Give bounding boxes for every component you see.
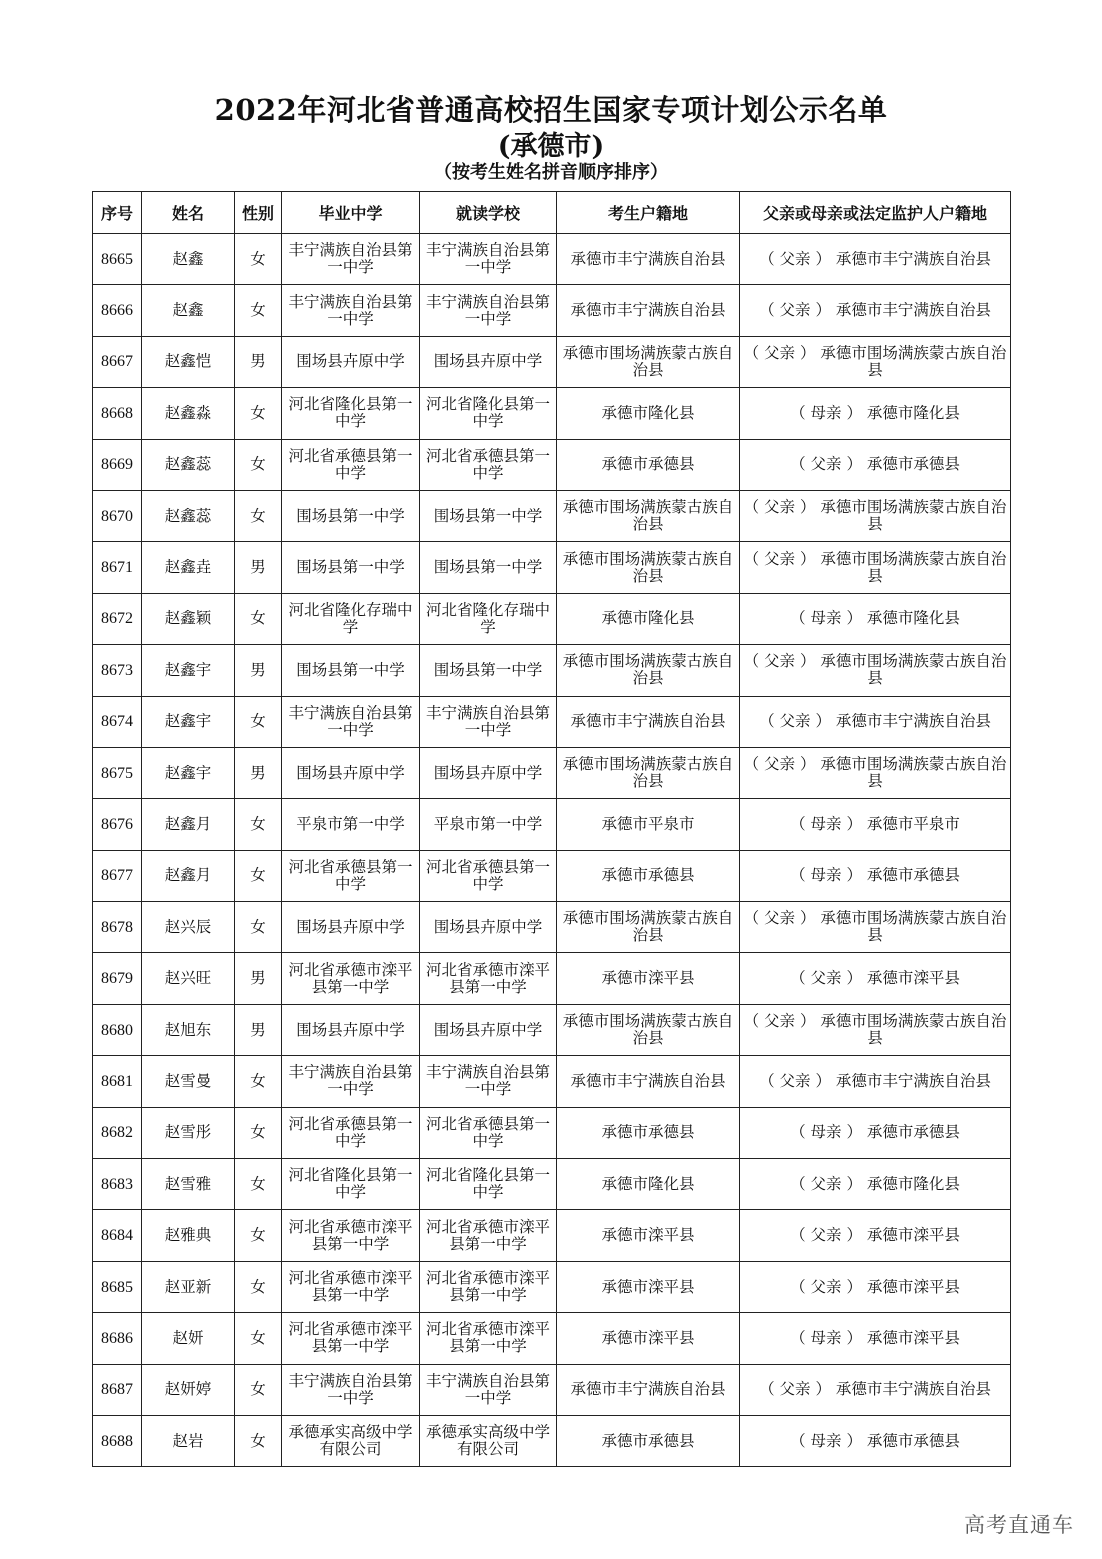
cell-gender: 女 bbox=[235, 902, 282, 953]
cell-gender: 女 bbox=[235, 1415, 282, 1466]
cell-graduated-school: 河北省隆化存瑞中学 bbox=[282, 593, 420, 644]
cell-guardian-residence: （ 父亲 ） 承德市围场满族蒙古族自治县 bbox=[740, 542, 1011, 593]
table-row bbox=[93, 645, 1011, 696]
cell-current-school: 丰宁满族自治县第一中学 bbox=[420, 1056, 557, 1107]
cell-gender: 女 bbox=[235, 234, 282, 285]
cell-residence: 承德市隆化县 bbox=[557, 388, 740, 439]
header-name: 姓名 bbox=[142, 192, 235, 234]
cell-graduated-school: 围场县第一中学 bbox=[282, 542, 420, 593]
table-row bbox=[93, 1004, 1011, 1055]
sort-note: （按考生姓名拼音顺序排序） bbox=[434, 162, 668, 183]
cell-current-school: 承德承实高级中学有限公司 bbox=[420, 1415, 557, 1466]
cell-index: 8686 bbox=[93, 1313, 142, 1364]
cell-guardian-residence: （ 母亲 ） 承德市隆化县 bbox=[740, 388, 1011, 439]
cell-guardian-residence: （ 父亲 ） 承德市丰宁满族自治县 bbox=[740, 696, 1011, 747]
cell-name: 赵鑫 bbox=[142, 285, 235, 336]
table-row bbox=[93, 388, 1011, 439]
cell-residence: 承德市承德县 bbox=[557, 1107, 740, 1158]
cell-graduated-school: 围场县第一中学 bbox=[282, 645, 420, 696]
cell-gender: 女 bbox=[235, 1313, 282, 1364]
cell-residence: 承德市滦平县 bbox=[557, 1313, 740, 1364]
cell-index: 8682 bbox=[93, 1107, 142, 1158]
cell-guardian-residence: （ 母亲 ） 承德市隆化县 bbox=[740, 593, 1011, 644]
cell-index: 8675 bbox=[93, 747, 142, 798]
cell-current-school: 河北省隆化存瑞中学 bbox=[420, 593, 557, 644]
cell-index: 8671 bbox=[93, 542, 142, 593]
cell-current-school: 河北省承德县第一中学 bbox=[420, 850, 557, 901]
cell-index: 8681 bbox=[93, 1056, 142, 1107]
table-row bbox=[93, 234, 1011, 285]
cell-gender: 女 bbox=[235, 1056, 282, 1107]
cell-guardian-residence: （ 父亲 ） 承德市滦平县 bbox=[740, 1210, 1011, 1261]
cell-graduated-school: 丰宁满族自治县第一中学 bbox=[282, 1364, 420, 1415]
cell-current-school: 围场县第一中学 bbox=[420, 490, 557, 541]
cell-name: 赵鑫蕊 bbox=[142, 490, 235, 541]
table-row bbox=[93, 1107, 1011, 1158]
cell-graduated-school: 河北省承德县第一中学 bbox=[282, 439, 420, 490]
table-row bbox=[93, 542, 1011, 593]
table-row bbox=[93, 747, 1011, 798]
cell-current-school: 围场县卉原中学 bbox=[420, 902, 557, 953]
cell-name: 赵鑫宇 bbox=[142, 696, 235, 747]
cell-graduated-school: 围场县卉原中学 bbox=[282, 336, 420, 387]
cell-index: 8674 bbox=[93, 696, 142, 747]
table-header-row bbox=[93, 192, 1011, 234]
table-row bbox=[93, 1210, 1011, 1261]
table-row bbox=[93, 902, 1011, 953]
cell-guardian-residence: （ 母亲 ） 承德市承德县 bbox=[740, 1415, 1011, 1466]
cell-residence: 承德市丰宁满族自治县 bbox=[557, 1056, 740, 1107]
cell-gender: 女 bbox=[235, 593, 282, 644]
cell-guardian-residence: （ 母亲 ） 承德市承德县 bbox=[740, 1107, 1011, 1158]
cell-residence: 承德市滦平县 bbox=[557, 1210, 740, 1261]
cell-current-school: 河北省承德市滦平县第一中学 bbox=[420, 1261, 557, 1312]
cell-residence: 承德市承德县 bbox=[557, 439, 740, 490]
cell-residence: 承德市承德县 bbox=[557, 850, 740, 901]
cell-gender: 男 bbox=[235, 336, 282, 387]
cell-name: 赵兴旺 bbox=[142, 953, 235, 1004]
cell-graduated-school: 承德承实高级中学有限公司 bbox=[282, 1415, 420, 1466]
cell-gender: 女 bbox=[235, 1261, 282, 1312]
cell-gender: 男 bbox=[235, 542, 282, 593]
cell-index: 8687 bbox=[93, 1364, 142, 1415]
cell-guardian-residence: （ 父亲 ） 承德市围场满族蒙古族自治县 bbox=[740, 747, 1011, 798]
table-row bbox=[93, 1261, 1011, 1312]
cell-residence: 承德市隆化县 bbox=[557, 1159, 740, 1210]
cell-residence: 承德市围场满族蒙古族自治县 bbox=[557, 902, 740, 953]
cell-name: 赵鑫颖 bbox=[142, 593, 235, 644]
cell-index: 8668 bbox=[93, 388, 142, 439]
cell-guardian-residence: （ 父亲 ） 承德市滦平县 bbox=[740, 953, 1011, 1004]
cell-index: 8684 bbox=[93, 1210, 142, 1261]
cell-guardian-residence: （ 父亲 ） 承德市丰宁满族自治县 bbox=[740, 285, 1011, 336]
cell-current-school: 围场县第一中学 bbox=[420, 542, 557, 593]
cell-index: 8667 bbox=[93, 336, 142, 387]
table-row bbox=[93, 1364, 1011, 1415]
cell-graduated-school: 丰宁满族自治县第一中学 bbox=[282, 234, 420, 285]
cell-current-school: 平泉市第一中学 bbox=[420, 799, 557, 850]
cell-index: 8685 bbox=[93, 1261, 142, 1312]
cell-name: 赵妍 bbox=[142, 1313, 235, 1364]
document-title: 2022年河北省普通高校招生国家专项计划公示名单 bbox=[214, 93, 888, 127]
cell-index: 8666 bbox=[93, 285, 142, 336]
cell-gender: 女 bbox=[235, 850, 282, 901]
cell-residence: 承德市平泉市 bbox=[557, 799, 740, 850]
cell-guardian-residence: （ 父亲 ） 承德市围场满族蒙古族自治县 bbox=[740, 645, 1011, 696]
cell-current-school: 河北省隆化县第一中学 bbox=[420, 388, 557, 439]
cell-graduated-school: 丰宁满族自治县第一中学 bbox=[282, 285, 420, 336]
cell-current-school: 河北省承德市滦平县第一中学 bbox=[420, 953, 557, 1004]
table-row bbox=[93, 850, 1011, 901]
cell-name: 赵岩 bbox=[142, 1415, 235, 1466]
cell-name: 赵鑫月 bbox=[142, 799, 235, 850]
cell-guardian-residence: （ 母亲 ） 承德市平泉市 bbox=[740, 799, 1011, 850]
cell-guardian-residence: （ 父亲 ） 承德市围场满族蒙古族自治县 bbox=[740, 1004, 1011, 1055]
cell-gender: 女 bbox=[235, 799, 282, 850]
cell-gender: 女 bbox=[235, 1159, 282, 1210]
cell-graduated-school: 河北省承德县第一中学 bbox=[282, 1107, 420, 1158]
cell-graduated-school: 围场县卉原中学 bbox=[282, 902, 420, 953]
cell-residence: 承德市滦平县 bbox=[557, 953, 740, 1004]
cell-gender: 女 bbox=[235, 388, 282, 439]
cell-residence: 承德市丰宁满族自治县 bbox=[557, 696, 740, 747]
cell-current-school: 丰宁满族自治县第一中学 bbox=[420, 1364, 557, 1415]
cell-guardian-residence: （ 父亲 ） 承德市围场满族蒙古族自治县 bbox=[740, 336, 1011, 387]
cell-gender: 男 bbox=[235, 645, 282, 696]
cell-residence: 承德市承德县 bbox=[557, 1415, 740, 1466]
cell-gender: 女 bbox=[235, 439, 282, 490]
cell-graduated-school: 河北省承德市滦平县第一中学 bbox=[282, 1210, 420, 1261]
header-residence: 考生户籍地 bbox=[557, 192, 740, 234]
cell-gender: 男 bbox=[235, 747, 282, 798]
cell-index: 8672 bbox=[93, 593, 142, 644]
cell-name: 赵妍婷 bbox=[142, 1364, 235, 1415]
cell-index: 8677 bbox=[93, 850, 142, 901]
cell-residence: 承德市丰宁满族自治县 bbox=[557, 234, 740, 285]
cell-current-school: 河北省承德市滦平县第一中学 bbox=[420, 1210, 557, 1261]
cell-current-school: 河北省承德县第一中学 bbox=[420, 439, 557, 490]
cell-index: 8679 bbox=[93, 953, 142, 1004]
cell-gender: 女 bbox=[235, 696, 282, 747]
table-row bbox=[93, 336, 1011, 387]
cell-name: 赵亚新 bbox=[142, 1261, 235, 1312]
cell-name: 赵鑫恺 bbox=[142, 336, 235, 387]
cell-current-school: 丰宁满族自治县第一中学 bbox=[420, 234, 557, 285]
cell-name: 赵鑫月 bbox=[142, 850, 235, 901]
cell-residence: 承德市隆化县 bbox=[557, 593, 740, 644]
cell-guardian-residence: （ 父亲 ） 承德市丰宁满族自治县 bbox=[740, 1364, 1011, 1415]
cell-graduated-school: 围场县卉原中学 bbox=[282, 1004, 420, 1055]
cell-index: 8688 bbox=[93, 1415, 142, 1466]
cell-gender: 女 bbox=[235, 285, 282, 336]
cell-index: 8680 bbox=[93, 1004, 142, 1055]
cell-guardian-residence: （ 父亲 ） 承德市围场满族蒙古族自治县 bbox=[740, 902, 1011, 953]
admission-list-table bbox=[92, 191, 1011, 1467]
cell-graduated-school: 河北省承德市滦平县第一中学 bbox=[282, 1313, 420, 1364]
cell-residence: 承德市围场满族蒙古族自治县 bbox=[557, 1004, 740, 1055]
cell-graduated-school: 河北省承德市滦平县第一中学 bbox=[282, 953, 420, 1004]
table-row bbox=[93, 953, 1011, 1004]
cell-index: 8665 bbox=[93, 234, 142, 285]
cell-current-school: 丰宁满族自治县第一中学 bbox=[420, 285, 557, 336]
cell-residence: 承德市丰宁满族自治县 bbox=[557, 285, 740, 336]
cell-name: 赵鑫蕊 bbox=[142, 439, 235, 490]
cell-name: 赵雪曼 bbox=[142, 1056, 235, 1107]
header-index: 序号 bbox=[93, 192, 142, 234]
cell-name: 赵旭东 bbox=[142, 1004, 235, 1055]
cell-name: 赵雪彤 bbox=[142, 1107, 235, 1158]
cell-guardian-residence: （ 父亲 ） 承德市围场满族蒙古族自治县 bbox=[740, 490, 1011, 541]
cell-guardian-residence: （ 父亲 ） 承德市隆化县 bbox=[740, 1159, 1011, 1210]
cell-graduated-school: 围场县卉原中学 bbox=[282, 747, 420, 798]
cell-current-school: 围场县卉原中学 bbox=[420, 336, 557, 387]
cell-graduated-school: 平泉市第一中学 bbox=[282, 799, 420, 850]
header-gender: 性别 bbox=[235, 192, 282, 234]
cell-name: 赵鑫宇 bbox=[142, 747, 235, 798]
cell-gender: 男 bbox=[235, 953, 282, 1004]
cell-index: 8683 bbox=[93, 1159, 142, 1210]
cell-current-school: 围场县第一中学 bbox=[420, 645, 557, 696]
watermark: 高考直通车 bbox=[964, 1513, 1074, 1537]
table-row bbox=[93, 1159, 1011, 1210]
cell-gender: 女 bbox=[235, 1107, 282, 1158]
table-row bbox=[93, 285, 1011, 336]
cell-index: 8673 bbox=[93, 645, 142, 696]
cell-name: 赵兴辰 bbox=[142, 902, 235, 953]
cell-graduated-school: 围场县第一中学 bbox=[282, 490, 420, 541]
cell-guardian-residence: （ 父亲 ） 承德市丰宁满族自治县 bbox=[740, 234, 1011, 285]
cell-guardian-residence: （ 父亲 ） 承德市丰宁满族自治县 bbox=[740, 1056, 1011, 1107]
cell-guardian-residence: （ 母亲 ） 承德市滦平县 bbox=[740, 1313, 1011, 1364]
cell-residence: 承德市围场满族蒙古族自治县 bbox=[557, 336, 740, 387]
cell-current-school: 河北省承德县第一中学 bbox=[420, 1107, 557, 1158]
cell-name: 赵雪雅 bbox=[142, 1159, 235, 1210]
header-guardian-residence: 父亲或母亲或法定监护人户籍地 bbox=[740, 192, 1011, 234]
cell-index: 8676 bbox=[93, 799, 142, 850]
table-row bbox=[93, 490, 1011, 541]
cell-current-school: 围场县卉原中学 bbox=[420, 1004, 557, 1055]
cell-graduated-school: 河北省承德县第一中学 bbox=[282, 850, 420, 901]
cell-name: 赵鑫垚 bbox=[142, 542, 235, 593]
cell-name: 赵鑫宇 bbox=[142, 645, 235, 696]
table-row bbox=[93, 696, 1011, 747]
cell-guardian-residence: （ 父亲 ） 承德市承德县 bbox=[740, 439, 1011, 490]
table-row bbox=[93, 593, 1011, 644]
cell-gender: 女 bbox=[235, 1210, 282, 1261]
header-current-school: 就读学校 bbox=[420, 192, 557, 234]
cell-guardian-residence: （ 父亲 ） 承德市滦平县 bbox=[740, 1261, 1011, 1312]
cell-gender: 男 bbox=[235, 1004, 282, 1055]
table-row bbox=[93, 1056, 1011, 1107]
cell-current-school: 河北省承德市滦平县第一中学 bbox=[420, 1313, 557, 1364]
cell-graduated-school: 丰宁满族自治县第一中学 bbox=[282, 696, 420, 747]
cell-graduated-school: 河北省隆化县第一中学 bbox=[282, 1159, 420, 1210]
cell-index: 8670 bbox=[93, 490, 142, 541]
cell-graduated-school: 河北省隆化县第一中学 bbox=[282, 388, 420, 439]
table-row bbox=[93, 439, 1011, 490]
cell-residence: 承德市围场满族蒙古族自治县 bbox=[557, 747, 740, 798]
table-row bbox=[93, 1415, 1011, 1466]
cell-residence: 承德市围场满族蒙古族自治县 bbox=[557, 490, 740, 541]
cell-residence: 承德市丰宁满族自治县 bbox=[557, 1364, 740, 1415]
cell-gender: 女 bbox=[235, 1364, 282, 1415]
cell-graduated-school: 丰宁满族自治县第一中学 bbox=[282, 1056, 420, 1107]
cell-index: 8669 bbox=[93, 439, 142, 490]
cell-gender: 女 bbox=[235, 490, 282, 541]
city-subtitle: (承德市) bbox=[497, 131, 605, 162]
cell-index: 8678 bbox=[93, 902, 142, 953]
cell-name: 赵鑫淼 bbox=[142, 388, 235, 439]
header-graduated-school: 毕业中学 bbox=[282, 192, 420, 234]
table-row bbox=[93, 1313, 1011, 1364]
cell-current-school: 河北省隆化县第一中学 bbox=[420, 1159, 557, 1210]
cell-guardian-residence: （ 母亲 ） 承德市承德县 bbox=[740, 850, 1011, 901]
cell-current-school: 围场县卉原中学 bbox=[420, 747, 557, 798]
cell-name: 赵鑫 bbox=[142, 234, 235, 285]
cell-residence: 承德市围场满族蒙古族自治县 bbox=[557, 542, 740, 593]
cell-residence: 承德市围场满族蒙古族自治县 bbox=[557, 645, 740, 696]
table-row bbox=[93, 799, 1011, 850]
cell-graduated-school: 河北省承德市滦平县第一中学 bbox=[282, 1261, 420, 1312]
cell-residence: 承德市滦平县 bbox=[557, 1261, 740, 1312]
cell-current-school: 丰宁满族自治县第一中学 bbox=[420, 696, 557, 747]
cell-name: 赵雅典 bbox=[142, 1210, 235, 1261]
